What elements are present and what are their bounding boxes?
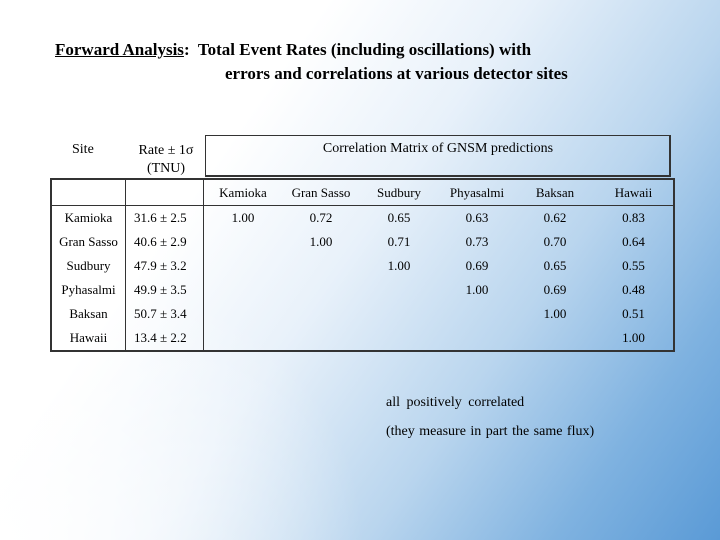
correlation-cell bbox=[516, 326, 594, 351]
table-row bbox=[51, 302, 674, 326]
slide-title bbox=[55, 38, 568, 83]
correlation-cell bbox=[282, 326, 360, 351]
title-line-1 bbox=[55, 38, 531, 62]
table-row bbox=[51, 230, 674, 254]
column-header: Phyasalmi bbox=[438, 179, 516, 206]
correlation-cell: 0.73 bbox=[465, 234, 489, 249]
correlation-cell bbox=[204, 230, 283, 254]
correlation-cell bbox=[360, 326, 438, 351]
correlation-cell: 0.72 bbox=[309, 210, 333, 225]
rate-value: 31.6 ± 2.5 bbox=[126, 206, 204, 231]
correlation-cell bbox=[438, 326, 516, 351]
correlation-cell: 1.00 bbox=[387, 258, 411, 273]
correlation-cell bbox=[204, 326, 283, 351]
title-line-2: errors and correlations at various detector sites bbox=[225, 64, 568, 83]
correlation-cell: 1.00 bbox=[231, 210, 255, 225]
correlation-cell: 0.65 bbox=[387, 210, 411, 225]
correlation-cell bbox=[282, 278, 360, 302]
correlation-cell bbox=[360, 278, 438, 302]
site-name: Hawaii bbox=[51, 326, 126, 351]
column-header: Sudbury bbox=[360, 179, 438, 206]
correlation-cell: 0.69 bbox=[465, 258, 489, 273]
column-header: Kamioka bbox=[204, 179, 283, 206]
correlation-cell: 0.64 bbox=[622, 234, 645, 249]
title-label: Forward Analysis bbox=[55, 40, 184, 59]
table-row bbox=[51, 326, 674, 351]
correlation-cell: 0.69 bbox=[543, 282, 567, 297]
table-row bbox=[51, 206, 674, 231]
header-rate-line-1: Rate ± 1σ bbox=[138, 143, 194, 158]
correlation-cell: 1.00 bbox=[543, 306, 567, 321]
header-rate bbox=[130, 142, 202, 178]
note-correlated: all positively correlated bbox=[386, 395, 525, 410]
correlation-cell: 0.71 bbox=[387, 234, 411, 249]
site-name: Kamioka bbox=[51, 206, 126, 231]
title-text-1: Total Event Rates (including oscillations) with bbox=[197, 40, 532, 59]
rates-correlation-table bbox=[50, 178, 675, 352]
correlation-cell: 0.51 bbox=[622, 306, 645, 321]
column-header: Hawaii bbox=[594, 179, 674, 206]
correlation-cell bbox=[282, 254, 360, 278]
correlation-cell: 0.70 bbox=[543, 234, 567, 249]
correlation-cell: 1.00 bbox=[465, 282, 489, 297]
correlation-cell: 0.83 bbox=[622, 210, 645, 225]
rate-value: 49.9 ± 3.5 bbox=[126, 278, 204, 302]
blank-cell bbox=[126, 179, 204, 206]
correlation-cell: 1.00 bbox=[622, 330, 645, 345]
title-colon: : bbox=[183, 40, 190, 59]
column-header-row bbox=[51, 179, 674, 206]
site-name: Sudbury bbox=[51, 254, 126, 278]
blank-cell bbox=[51, 179, 126, 206]
correlation-cell bbox=[204, 302, 283, 326]
note-same-flux: (they measure in part the same flux) bbox=[386, 424, 595, 439]
site-name: Baksan bbox=[51, 302, 126, 326]
correlation-cell: 0.62 bbox=[543, 210, 567, 225]
table-row bbox=[51, 278, 674, 302]
column-header: Gran Sasso bbox=[282, 179, 360, 206]
correlation-cell bbox=[204, 278, 283, 302]
correlation-cell: 0.55 bbox=[622, 258, 645, 273]
site-name: Pyhasalmi bbox=[51, 278, 126, 302]
correlation-cell: 0.65 bbox=[543, 258, 567, 273]
correlation-cell bbox=[282, 302, 360, 326]
header-rate-line-2: (TNU) bbox=[146, 161, 186, 176]
correlation-cell bbox=[438, 302, 516, 326]
rate-value: 13.4 ± 2.2 bbox=[126, 326, 204, 351]
rate-value: 40.6 ± 2.9 bbox=[126, 230, 204, 254]
table-row bbox=[51, 254, 674, 278]
header-site: Site bbox=[72, 142, 94, 157]
correlation-cell: 0.48 bbox=[622, 282, 645, 297]
correlation-cell: 0.63 bbox=[465, 210, 489, 225]
correlation-cell bbox=[204, 254, 283, 278]
site-name: Gran Sasso bbox=[51, 230, 126, 254]
rate-value: 47.9 ± 3.2 bbox=[126, 254, 204, 278]
correlation-title: Correlation Matrix of GNSM predictions bbox=[322, 141, 554, 156]
correlation-cell: 1.00 bbox=[309, 234, 333, 249]
rate-value: 50.7 ± 3.4 bbox=[126, 302, 204, 326]
column-header: Baksan bbox=[516, 179, 594, 206]
correlation-cell bbox=[360, 302, 438, 326]
